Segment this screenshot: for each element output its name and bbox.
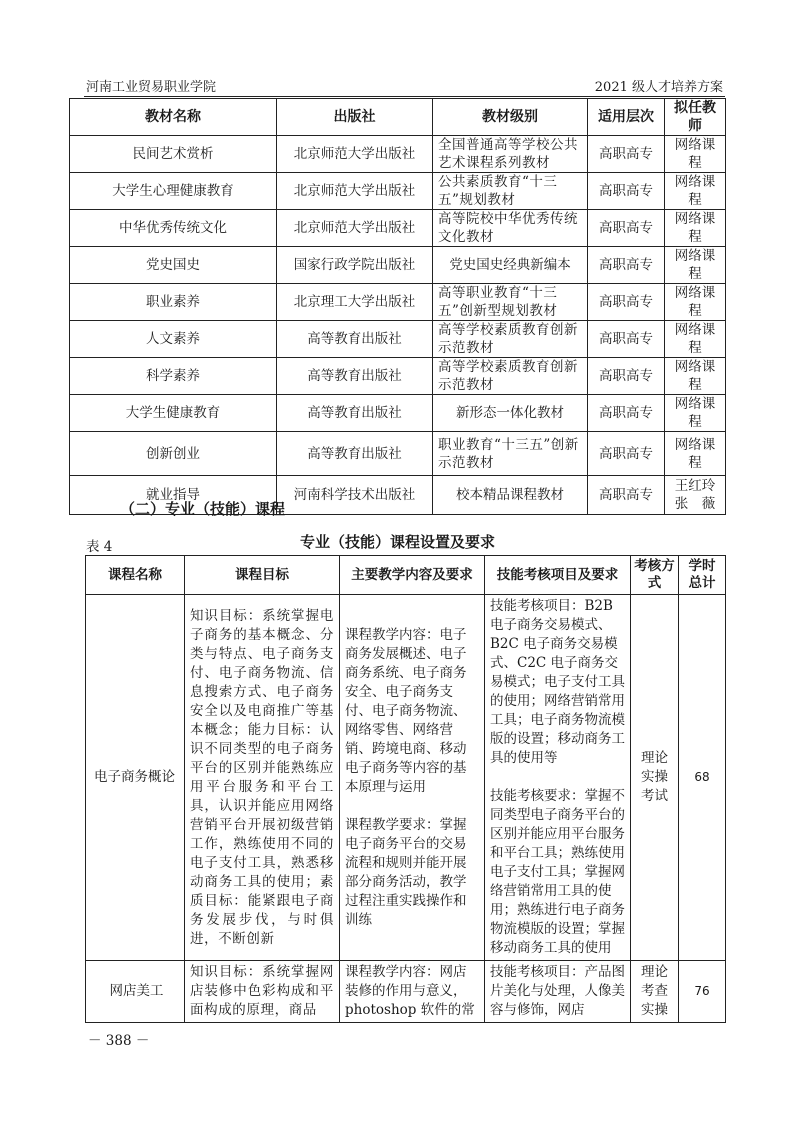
cell-name: 中华优秀传统文化 xyxy=(70,210,277,247)
cell-name: 大学生心理健康教育 xyxy=(70,173,277,210)
cell-skills xyxy=(485,961,631,1023)
table-title: 专业（技能）课程设置及要求 xyxy=(300,533,496,551)
col-header-teacher: 拟任教师 xyxy=(665,99,726,136)
cell-publisher: 高等教育出版社 xyxy=(277,358,433,395)
assessment-line: 考试 xyxy=(641,788,668,804)
col-header-skills: 技能考核项目及要求 xyxy=(485,556,631,595)
assessment-line: 实操 xyxy=(641,1002,668,1018)
cell-teacher: 网络课程 xyxy=(665,210,726,247)
cell-level: 高等学校素质教育创新示范教材 xyxy=(433,358,588,395)
table-row xyxy=(86,961,726,1023)
cell-level: 公共素质教育“十三五”规划教材 xyxy=(433,173,588,210)
cell-content xyxy=(340,961,485,1023)
cell-tier: 高职高专 xyxy=(588,210,665,247)
cell-teacher: 网络课程 xyxy=(665,395,726,432)
cell-name: 人文素养 xyxy=(70,321,277,358)
cell-tier: 高职高专 xyxy=(588,284,665,321)
textbook-table xyxy=(69,98,726,515)
col-header-content: 主要教学内容及要求 xyxy=(340,556,485,595)
col-header-name: 教材名称 xyxy=(70,99,277,136)
page-number: － 388 － xyxy=(88,1033,150,1049)
cell-course-name: 电子商务概论 xyxy=(86,595,185,961)
cell-name: 就业指导 xyxy=(70,476,277,515)
cell-publisher: 北京师范大学出版社 xyxy=(277,210,433,247)
cell-teacher xyxy=(665,476,726,515)
cell-content xyxy=(340,595,485,961)
cell-course-name: 网店美工 xyxy=(86,961,185,1023)
cell-teacher: 网络课程 xyxy=(665,136,726,173)
assessment-line: 理论 xyxy=(641,964,668,980)
skill-items-paragraph: 技能考核项目：B2B 电子商务交易模式、B2C 电子商务交易模式、C2C 电子商务交易模式；电子支付工具的使用；网络营销常用工具；电子商务物流模版的设置；移动商务工具的使用等 xyxy=(490,598,625,766)
teacher-name: 王红玲 xyxy=(674,478,716,494)
cell-course-goal: 知识目标：系统掌握网店装修中色彩构成和平面构成的原理，商品 xyxy=(185,961,340,1023)
cell-level: 高等院校中华优秀传统文化教材 xyxy=(433,210,588,247)
cell-level: 全国普通高等学校公共艺术课程系列教材 xyxy=(433,136,588,173)
cell-hours: 68 xyxy=(679,595,726,961)
assessment-line: 理论 xyxy=(641,750,668,766)
content-paragraph: 课程教学内容：电子商务发展概述、电子商务系统、电子商务安全、电子商务支付、电子商务物流、网络零售、网络营销、跨境电商、移动电子商务等内容的基本原理与运用 xyxy=(345,626,467,795)
cell-teacher: 网络课程 xyxy=(665,247,726,284)
cell-teacher: 网络课程 xyxy=(665,358,726,395)
table-row xyxy=(70,210,726,247)
textbook-table-header xyxy=(70,99,726,136)
cell-tier: 高职高专 xyxy=(588,136,665,173)
cell-publisher: 河南科学技术出版社 xyxy=(277,476,433,515)
table-row xyxy=(70,136,726,173)
cell-name: 创新创业 xyxy=(70,432,277,476)
cell-level: 高等职业教育“十三五”创新型规划教材 xyxy=(433,284,588,321)
table-row xyxy=(70,321,726,358)
cell-tier: 高职高专 xyxy=(588,247,665,284)
cell-tier: 高职高专 xyxy=(588,432,665,476)
cell-teacher: 网络课程 xyxy=(665,321,726,358)
table-row xyxy=(70,284,726,321)
cell-name: 大学生健康教育 xyxy=(70,395,277,432)
cell-publisher: 北京师范大学出版社 xyxy=(277,136,433,173)
skill-items-paragraph: 技能考核项目：产品图片美化与处理，人像美容与修饰，网店 xyxy=(490,964,625,1018)
table-row xyxy=(70,358,726,395)
cell-hours: 76 xyxy=(679,961,726,1023)
col-header-course-name: 课程名称 xyxy=(86,556,185,595)
cell-tier: 高职高专 xyxy=(588,321,665,358)
col-header-course-goal: 课程目标 xyxy=(185,556,340,595)
cell-name: 党史国史 xyxy=(70,247,277,284)
assessment-line: 考查 xyxy=(641,983,668,999)
table-row xyxy=(70,173,726,210)
header-institution: 河南工业贸易职业学院 xyxy=(86,80,217,95)
table-number: 表 4 xyxy=(86,539,113,555)
col-header-publisher: 出版社 xyxy=(277,99,433,136)
content-paragraph: 课程教学内容：网店装修的作用与意义，photoshop 软件的常 xyxy=(345,964,475,1018)
cell-level: 新形态一体化教材 xyxy=(433,395,588,432)
col-header-hours: 学时总计 xyxy=(679,556,726,595)
cell-publisher: 高等教育出版社 xyxy=(277,432,433,476)
course-table xyxy=(85,555,726,1023)
cell-teacher: 网络课程 xyxy=(665,432,726,476)
cell-tier: 高职高专 xyxy=(588,358,665,395)
cell-name: 科学素养 xyxy=(70,358,277,395)
cell-tier: 高职高专 xyxy=(588,173,665,210)
col-header-level: 教材级别 xyxy=(433,99,588,136)
cell-tier: 高职高专 xyxy=(588,476,665,515)
cell-level: 党史国史经典新编本 xyxy=(433,247,588,284)
table-row xyxy=(70,432,726,476)
course-table-header xyxy=(86,556,726,595)
cell-level: 高等学校素质教育创新示范教材 xyxy=(433,321,588,358)
cell-level: 校本精品课程教材 xyxy=(433,476,588,515)
cell-assessment xyxy=(631,961,679,1023)
cell-teacher: 网络课程 xyxy=(665,284,726,321)
skill-requirements-paragraph: 技能考核要求：掌握不同类型电子商务平台的区别并能应用平台服务和平台工具；熟练使用电子支付工具；掌握网络营销常用工具的使用；熟练进行电子商务物流模版的设置；掌握移动商务工具的使用 xyxy=(490,788,625,956)
table-row xyxy=(70,247,726,284)
assessment-line: 实操 xyxy=(641,769,668,785)
section-heading: （二）专业（技能）课程 xyxy=(120,500,286,518)
cell-level: 职业教育“十三五”创新示范教材 xyxy=(433,432,588,476)
header-rule xyxy=(84,96,725,97)
col-header-assessment: 考核方式 xyxy=(631,556,679,595)
cell-publisher: 北京师范大学出版社 xyxy=(277,173,433,210)
cell-publisher: 高等教育出版社 xyxy=(277,395,433,432)
header-document-title: 2021 级人才培养方案 xyxy=(594,80,723,95)
cell-teacher: 网络课程 xyxy=(665,173,726,210)
table-row xyxy=(70,395,726,432)
cell-name: 职业素养 xyxy=(70,284,277,321)
teacher-name: 张 薇 xyxy=(674,496,716,512)
col-header-tier: 适用层次 xyxy=(588,99,665,136)
cell-skills xyxy=(485,595,631,961)
cell-tier: 高职高专 xyxy=(588,395,665,432)
requirement-paragraph: 课程教学要求：掌握电子商务平台的交易流程和规则并能开展部分商务活动，教学过程注重实践操作和训练 xyxy=(345,816,467,928)
cell-publisher: 高等教育出版社 xyxy=(277,321,433,358)
cell-assessment xyxy=(631,595,679,961)
cell-name: 民间艺术赏析 xyxy=(70,136,277,173)
cell-publisher: 国家行政学院出版社 xyxy=(277,247,433,284)
table-row xyxy=(86,595,726,961)
cell-publisher: 北京理工大学出版社 xyxy=(277,284,433,321)
cell-course-goal: 知识目标：系统掌握电子商务的基本概念、分类与特点、电子商务支付、电子商务物流、信息搜索方式、电子商务安全以及电商推广等基本概念；能力目标：认识不同类型的电子商务平台的区别并能熟练应用平台服务和平台工具，认识并能应用网络营销平台开展初级营销工作，熟练使用不同的电子支付工具，熟悉移动商务工具的使用；素质目标：能紧跟电子商务发展步伐，与时俱进，不断创新 xyxy=(185,595,340,961)
